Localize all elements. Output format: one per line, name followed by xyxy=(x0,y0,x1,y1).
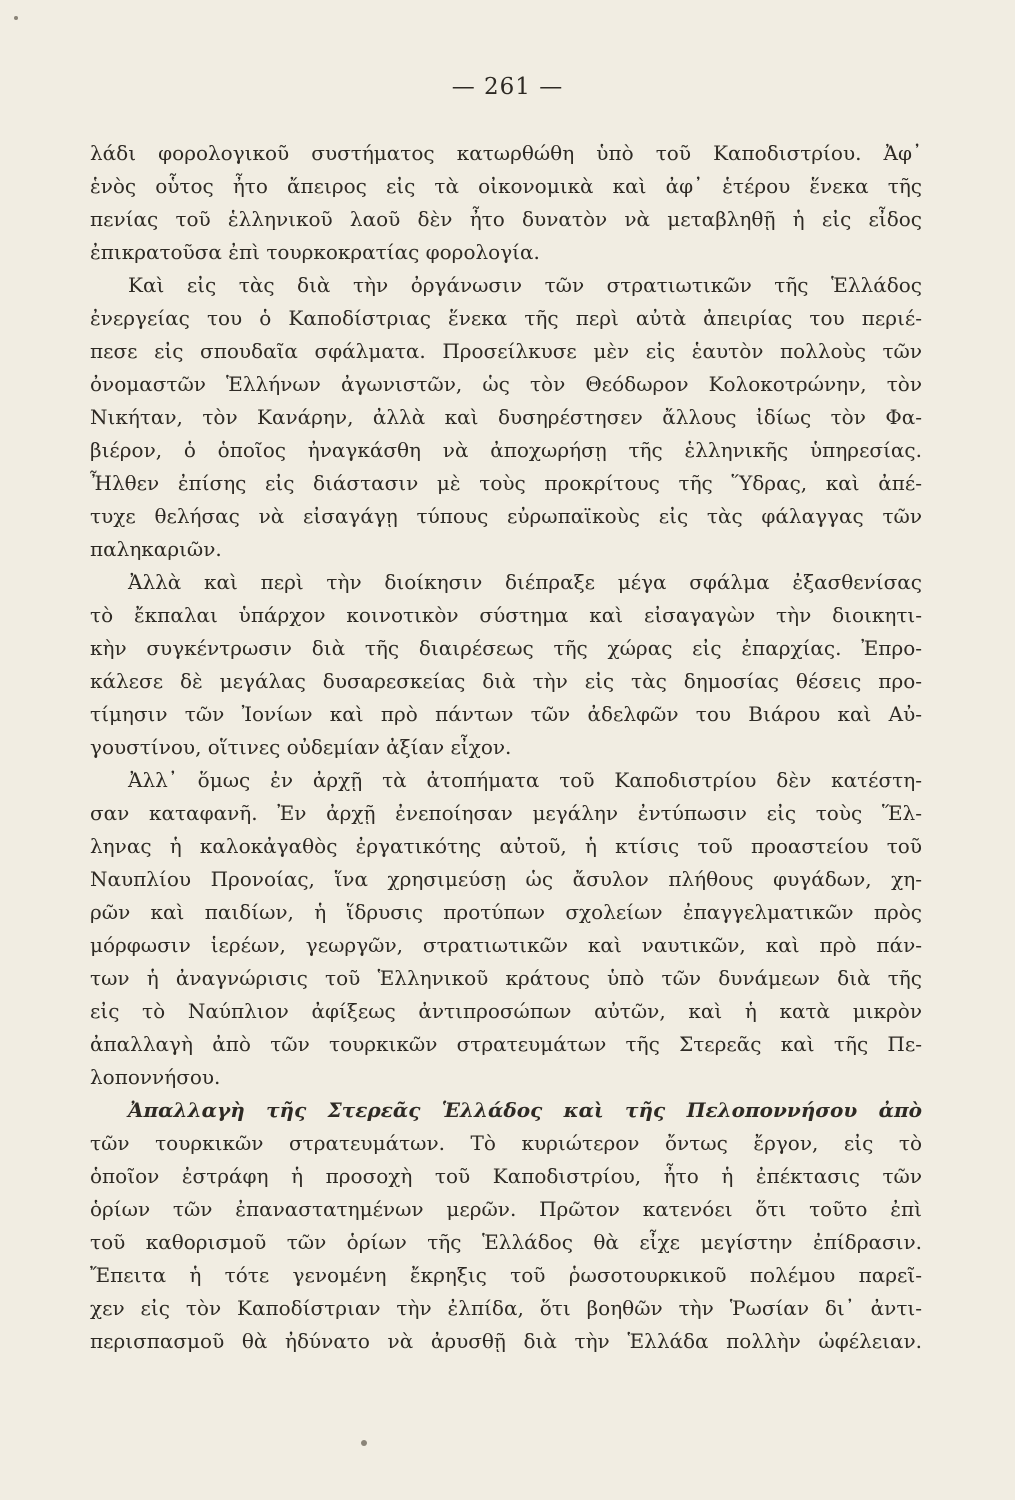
text-line: κὴν συγκέντρωσιν διὰ τῆς διαιρέσεως τῆς χώρας εἰς ἐπαρχίας. Ἐπρο- xyxy=(90,636,922,660)
speck-bottom xyxy=(361,1440,367,1446)
text-line: τυχε θελήσας νὰ εἰσαγάγῃ τύπους εὐρωπαϊκοὺς εἰς τὰς φάλαγγας τῶν xyxy=(90,504,922,528)
text-line: πεσε εἰς σπουδαῖα σφάλματα. Προσείλκυσε μὲν εἰς ἑαυτὸν πολλοὺς τῶν xyxy=(90,339,922,363)
section-heading: Ἀπαλλαγὴ τῆς Στερεᾶς Ἑλλάδος καὶ τῆς Πελοποννήσου ἀπὸ xyxy=(128,1098,922,1122)
text-line: κάλεσε δὲ μεγάλας δυσαρεσκείας διὰ τὴν εἰς τὰς δημοσίας θέσεις προ- xyxy=(90,669,922,693)
text-line: των ἡ ἀναγνώρισις τοῦ Ἑλληνικοῦ κράτους ὑπὸ τῶν δυνάμεων διὰ τῆς xyxy=(90,966,922,990)
text-line: ληνας ἡ καλοκἀγαθὸς ἐργατικότης αὐτοῦ, ἡ κτίσις τοῦ προαστείου τοῦ xyxy=(90,834,922,858)
text-line: Ἔπειτα ἡ τότε γενομένη ἔκρηξις τοῦ ῥωσοτουρκικοῦ πολέμου παρεῖ- xyxy=(90,1263,922,1287)
text-line: μόρφωσιν ἱερέων, γεωργῶν, στρατιωτικῶν καὶ ναυτικῶν, καὶ πρὸ πάν- xyxy=(90,933,922,957)
text-line: γουστίνου, οἵτινες οὐδεμίαν ἀξίαν εἶχον. xyxy=(90,735,512,759)
body-text xyxy=(90,137,922,1358)
text-line: πενίας τοῦ ἑλληνικοῦ λαοῦ δὲν ἦτο δυνατὸν νὰ μεταβληθῇ ἡ εἰς εἶδος xyxy=(90,207,922,231)
text-line: τίμησιν τῶν Ἰονίων καὶ πρὸ πάντων τῶν ἀδελφῶν του Βιάρου καὶ Αὐ- xyxy=(90,702,922,726)
text-line: Νικήταν, τὸν Κανάρην, ἀλλὰ καὶ δυσηρέστησεν ἄλλους ἰδίως τὸν Φα- xyxy=(90,405,922,429)
text-line: ἐνεργείας του ὁ Καποδίστριας ἕνεκα τῆς περὶ αὐτὰ ἀπειρίας του περιέ- xyxy=(90,306,922,330)
text-line: ὀνομαστῶν Ἑλλήνων ἀγωνιστῶν, ὡς τὸν Θεόδωρον Κολοκοτρώνην, τὸν xyxy=(90,372,922,396)
text-line: εἰς τὸ Ναύπλιον ἀφίξεως ἀντιπροσώπων αὐτῶν, καὶ ἡ κατὰ μικρὸν xyxy=(90,999,922,1023)
text-line: ἐπικρατοῦσα ἐπὶ τουρκοκρατίας φορολογία. xyxy=(90,240,540,264)
page-number: — 261 — xyxy=(451,74,564,100)
speck-top-left xyxy=(14,16,18,20)
text-line: ὁρίων τῶν ἐπαναστατημένων μερῶν. Πρῶτον κατενόει ὅτι τοῦτο ἐπὶ xyxy=(90,1197,922,1221)
text-line: Ἀλλὰ καὶ περὶ τὴν διοίκησιν διέπραξε μέγα σφάλμα ἐξασθενίσας xyxy=(128,570,922,594)
text-line: Καὶ εἰς τὰς διὰ τὴν ὀργάνωσιν τῶν στρατιωτικῶν τῆς Ἑλλάδος xyxy=(128,273,922,297)
text-line: Ἦλθεν ἐπίσης εἰς διάστασιν μὲ τοὺς προκρίτους τῆς Ὕδρας, καὶ ἀπέ- xyxy=(90,471,922,495)
text-line: ἑνὸς οὗτος ἦτο ἄπειρος εἰς τὰ οἰκονομικὰ καὶ ἀφ᾽ ἑτέρου ἕνεκα τῆς xyxy=(90,174,922,198)
text-line: Ἀλλ᾽ ὅμως ἐν ἀρχῇ τὰ ἀτοπήματα τοῦ Καποδιστρίου δὲν κατέστη- xyxy=(128,768,922,792)
text-line: βιέρον, ὁ ὁποῖος ἠναγκάσθη νὰ ἀποχωρήσῃ τῆς ἑλληνικῆς ὑπηρεσίας. xyxy=(90,438,922,462)
text-line: λάδι φορολογικοῦ συστήματος κατωρθώθη ὑπὸ τοῦ Καποδιστρίου. Ἀφ᾽ xyxy=(90,141,922,165)
text-line: ρῶν καὶ παιδίων, ἡ ἵδρυσις προτύπων σχολείων ἐπαγγελματικῶν πρὸς xyxy=(90,900,922,924)
text-line: τοῦ καθορισμοῦ τῶν ὁρίων τῆς Ἑλλάδος θὰ εἶχε μεγίστην ἐπίδρασιν. xyxy=(90,1230,922,1254)
text-line: τὸ ἔκπαλαι ὑπάρχον κοινοτικὸν σύστημα καὶ εἰσαγαγὼν τὴν διοικητι- xyxy=(90,603,922,627)
text-line: ἀπαλλαγὴ ἀπὸ τῶν τουρκικῶν στρατευμάτων τῆς Στερεᾶς καὶ τῆς Πε- xyxy=(90,1032,922,1056)
text-line: λοποννήσου. xyxy=(90,1065,221,1089)
text-line: ὁποῖον ἐστράφη ἡ προσοχὴ τοῦ Καποδιστρίου, ἦτο ἡ ἐπέκτασις τῶν xyxy=(90,1164,922,1188)
text-line: παληκαριῶν. xyxy=(90,537,222,561)
text-line: Ναυπλίου Προνοίας, ἵνα χρησιμεύσῃ ὡς ἄσυλον πλήθους φυγάδων, χη- xyxy=(90,867,922,891)
text-line: σαν καταφανῆ. Ἐν ἀρχῇ ἐνεποίησαν μεγάλην ἐντύπωσιν εἰς τοὺς Ἕλ- xyxy=(90,801,922,825)
text-line: χεν εἰς τὸν Καποδίστριαν τὴν ἐλπίδα, ὅτι βοηθῶν τὴν Ῥωσίαν δι᾽ ἀντι- xyxy=(90,1296,922,1320)
text-line: περισπασμοῦ θὰ ἠδύνατο νὰ ἀρυσθῇ διὰ τὴν Ἑλλάδα πολλὴν ὠφέλειαν. xyxy=(90,1329,922,1353)
text-line: τῶν τουρκικῶν στρατευμάτων. Τὸ κυριώτερον ὄντως ἔργον, εἰς τὸ xyxy=(90,1131,922,1155)
